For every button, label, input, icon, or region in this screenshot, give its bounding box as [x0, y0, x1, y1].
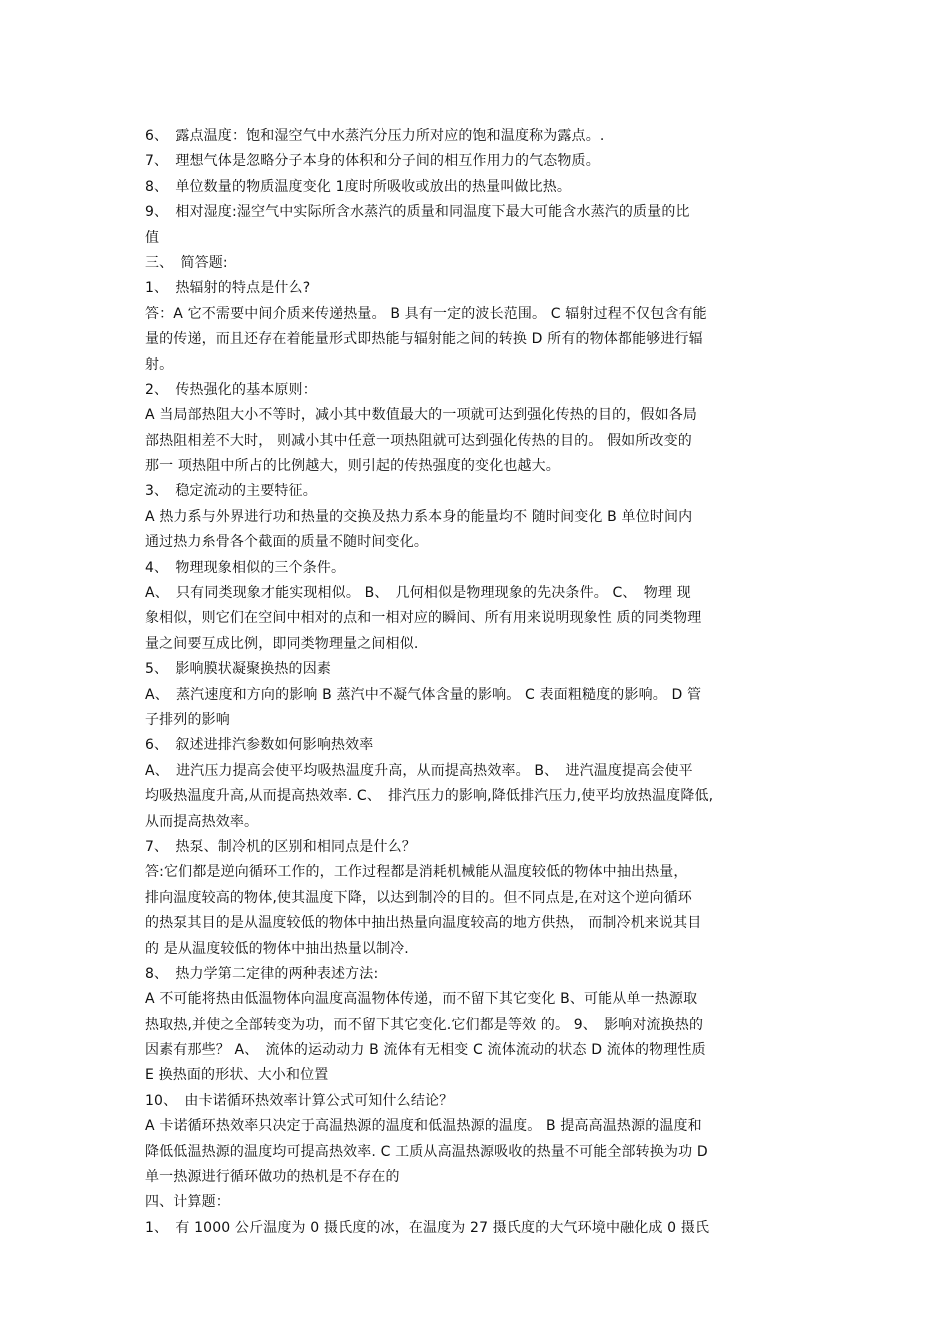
text-line: E 换热面的形状、大小和位置: [145, 1067, 329, 1084]
text-line: 部热阻相差不大时， 则减小其中任意一项热阻就可达到强化传热的目的。 假如所改变的: [145, 432, 692, 449]
text-line: 7、 理想气体是忽略分子本身的体积和分子间的相互作用力的气态物质。: [145, 153, 600, 170]
document-body: [145, 124, 815, 1241]
text-line: 四、计算题：: [145, 1194, 230, 1211]
text-line: 5、 影响膜状凝聚换热的因素: [145, 661, 332, 678]
text-line: 值: [145, 229, 160, 246]
text-line: 量之间要互成比例，即同类物理量之间相似.: [145, 635, 419, 652]
text-line: 三、 简答题:: [145, 254, 228, 271]
text-line: 10、 由卡诺循环热效率计算公式可知什么结论？: [145, 1092, 454, 1109]
text-line: 量的传递，而且还存在着能量形式即热能与辐射能之间的转换 D 所有的物体都能够进行辐: [145, 331, 703, 348]
text-line: A、 蒸汽速度和方向的影响 B 蒸汽中不凝气体含量的影响。 C 表面粗糙度的影响。 D 管: [145, 686, 702, 703]
text-line: 单一热源进行循环做功的热机是不存在的: [145, 1169, 400, 1186]
text-line: 均吸热温度升高,从而提高热效率. C、 排汽压力的影响,降低排汽压力,使平均放热温度降低,: [145, 788, 714, 805]
text-line: 2、 传热强化的基本原则：: [145, 381, 317, 398]
text-line: A、 进汽压力提高会使平均吸热温度升高，从而提高热效率。 B、 进汽温度提高会使平: [145, 762, 693, 779]
text-line: 从而提高热效率。: [145, 813, 259, 830]
text-line: 降低低温热源的温度均可提高热效率. C 工质从高温热源吸收的热量不可能全部转换为功 D: [145, 1143, 708, 1160]
text-line: 排向温度较高的物体,使其温度下降，以达到制冷的目的。但不同点是,在对这个逆向循环: [145, 889, 692, 906]
text-line: 1、 热辐射的特点是什么?: [145, 280, 311, 297]
text-line: A 热力系与外界进行功和热量的交换及热力系本身的能量均不 随时间变化 B 单位时间内: [145, 508, 693, 525]
text-line: 8、 热力学第二定律的两种表述方法:: [145, 965, 379, 982]
text-line: 热取热,并使之全部转变为功，而不留下其它变化.它们都是等效 的。 9、 影响对流换热的: [145, 1016, 704, 1033]
text-line: 象相似，则它们在空间中相对的点和一相对应的瞬间、所有用来说明现象性 质的同类物理: [145, 610, 702, 627]
text-line: 那一 项热阻中所占的比例越大，则引起的传热强度的变化也越大。: [145, 458, 560, 475]
text-line: 因素有那些？ A、 流体的运动动力 B 流体有无相变 C 流体流动的状态 D 流体的物理性质: [145, 1042, 706, 1059]
text-line: A 当局部热阻大小不等时，减小其中数值最大的一项就可达到强化传热的目的，假如各局: [145, 407, 698, 424]
text-line: 3、 稳定流动的主要特征。: [145, 483, 317, 500]
text-line: A 不可能将热由低温物体向温度高温物体传递，而不留下其它变化 B、可能从单一热源取: [145, 991, 698, 1008]
text-line: 7、 热泵、制冷机的区别和相同点是什么？: [145, 838, 416, 855]
text-line: 子排列的影响: [145, 711, 230, 728]
text-line: 答:它们都是逆向循环工作的，工作过程都是消耗机械能从温度较低的物体中抽出热量，: [145, 864, 688, 881]
text-line: 的热泵其目的是从温度较低的物体中抽出热量向温度较高的地方供热， 而制冷机来说其目: [145, 915, 702, 932]
text-line: 4、 物理现象相似的三个条件。: [145, 559, 346, 576]
text-line: A 卡诺循环热效率只决定于高温热源的温度和低温热源的温度。 B 提高高温热源的温度和: [145, 1118, 702, 1135]
text-line: 射。: [145, 356, 174, 373]
text-line: 的 是从温度较低的物体中抽出热量以制冷.: [145, 940, 409, 957]
text-line: 6、 露点温度：饱和湿空气中水蒸汽分压力所对应的饱和温度称为露点。.: [145, 128, 605, 144]
text-line: 通过热力糸骨各个截面的质量不随时间变化。: [145, 534, 428, 551]
text-line: 8、 单位数量的物质温度变化 1度时所吸收或放出的热量叫做比热。: [145, 178, 572, 195]
text-line: 答：A 它不需要中间介质来传递热量。 B 具有一定的波长范围。 C 辐射过程不仅包含有能: [145, 305, 707, 322]
text-line: 9、 相对湿度:湿空气中实际所含水蒸汽的质量和同温度下最大可能含水蒸汽的质量的比: [145, 204, 690, 221]
text-line: A、 只有同类现象才能实现相似。 B、 几何相似是物理现象的先决条件。 C、 物理 现: [145, 585, 691, 602]
text-line: 1、 有 1000 公斤温度为 0 摄氏度的冰，在温度为 27 摄氏度的大气环境中融化成 0 摄氏: [145, 1219, 710, 1236]
text-line: 6、 叙述进排汽参数如何影响热效率: [145, 737, 374, 754]
